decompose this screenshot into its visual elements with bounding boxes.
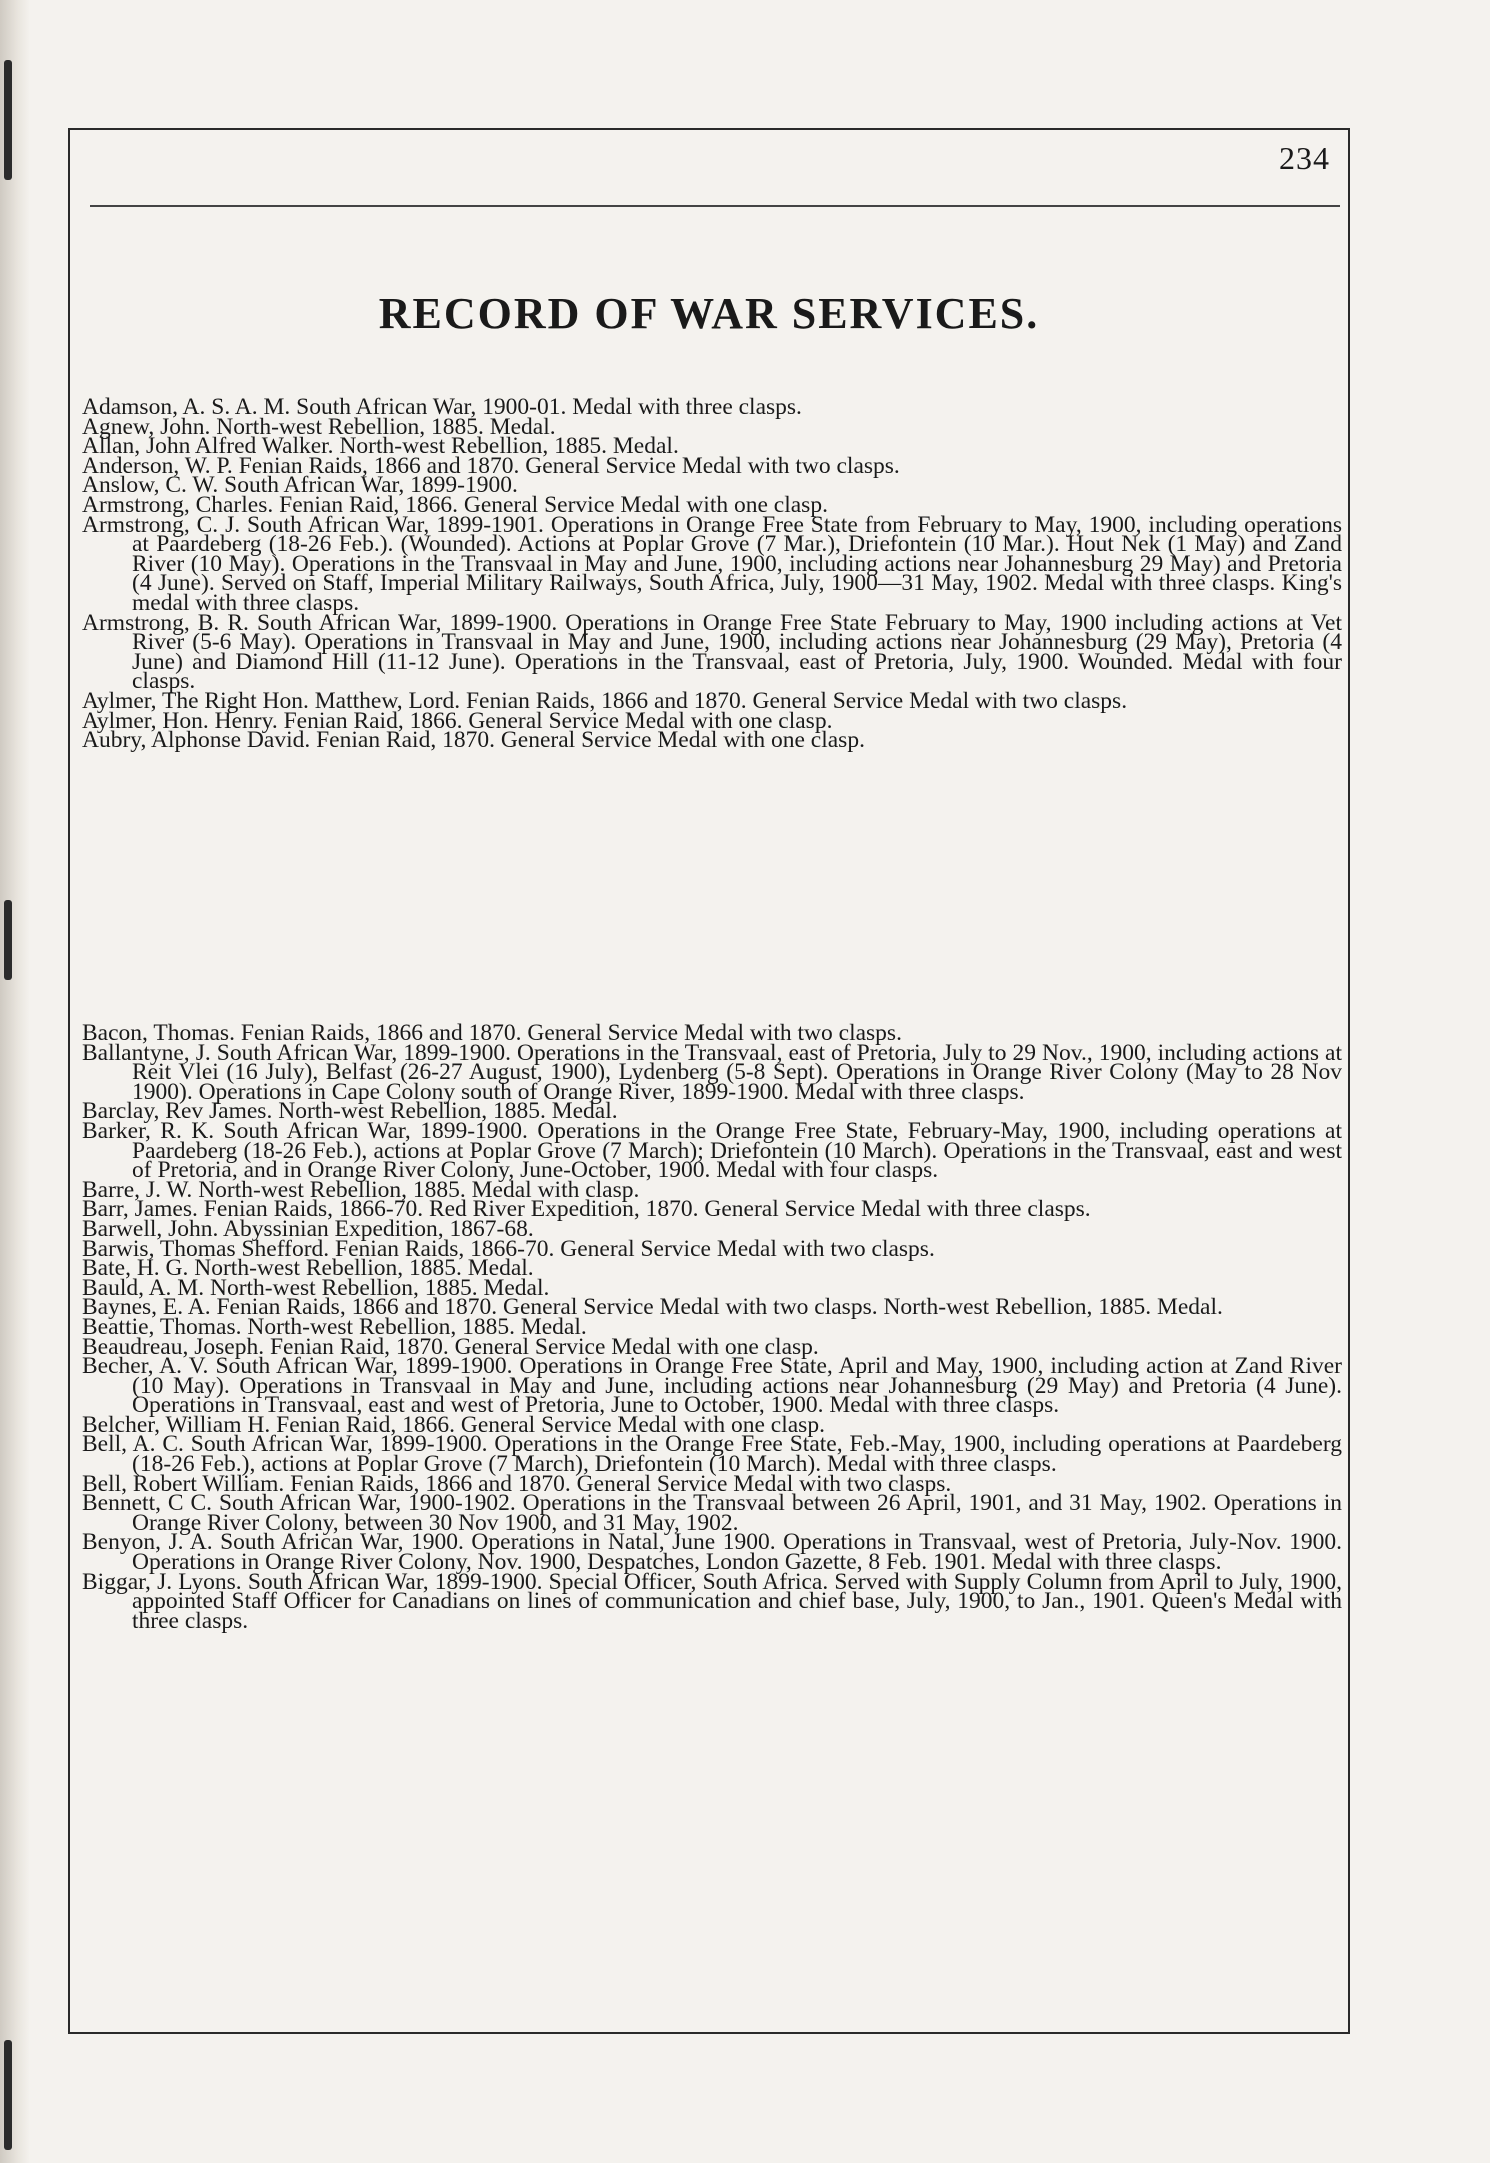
entry-name: Bell, A. C. bbox=[82, 1431, 184, 1458]
entry-text: Fenian Raids, 1866 and 1870. General Service Medal with two clasps. bbox=[234, 1020, 902, 1046]
entry-name: Anderson, W. P. bbox=[82, 452, 233, 479]
entry-text: Abyssinian Expedition, 1867-68. bbox=[218, 1215, 534, 1242]
binding-mark bbox=[4, 60, 12, 180]
entry-text: South African War, 1900. Operations in Natal, June 1900. Operations in Transvaal, west of Pretoria, July-Nov. 1900. Operations in Orange River Colony, Nov. 1900, Despatches, London Gazette, 8 Feb. 1901. Medal with three clasps. bbox=[132, 1529, 1342, 1576]
entry-name: Aylmer, The Right Hon. Matthew, Lord. bbox=[82, 687, 461, 714]
entry-name: Barr, James. bbox=[82, 1196, 198, 1223]
entry-name: Barre, J. W. bbox=[82, 1176, 193, 1203]
entry-text: South African War, 1900-1902. Operations in the Transvaal between 26 April, 1901, and 31 May, 1902. Operations in Orange River Colony, between 30 Nov 1900, and 31 May, 1902. bbox=[132, 1490, 1342, 1536]
page-title: RECORD OF WAR SERVICES. bbox=[378, 289, 1040, 338]
entry-name: Armstrong, C. J. bbox=[82, 511, 241, 538]
entry-name: Bauld, A. M. bbox=[82, 1274, 205, 1301]
entry bbox=[82, 511, 1342, 616]
entry-name: Benyon, J. A. bbox=[82, 1529, 213, 1556]
page-number: 234 bbox=[1279, 140, 1330, 176]
entry-text: Fenian Raid, 1870. General Service Medal with one clasp. bbox=[264, 1333, 819, 1360]
entry-text: Fenian Raids, 1866 and 1870. General Service Medal with two clasps. bbox=[284, 1470, 952, 1497]
entry-name: Bacon, Thomas. bbox=[82, 1020, 235, 1046]
entry-name: Barwis, Thomas Shefford. bbox=[82, 1235, 330, 1262]
entry bbox=[82, 1529, 1342, 1576]
entry-text: South African War, 1899-1901. Operations in Orange Free State from February to May, 1900, including operations at Paardeberg (18-26 Feb.). (Wounded). Actions at Poplar Grove (7 Mar.), Driefontein (10 Mar.). Hout Nek (1 May) and Zand River (10 May). Operations in the Transvaal in May and June, 1900, including actions near Johannesburg 29 May) and Pretoria (4 June). Served on Staff, Imperial Military Railways, South Africa, July, 1900—31 May, 1902. Medal with three clasps. King's medal with three clasps. bbox=[132, 511, 1342, 616]
entry-text: North-west Rebellion, 1885. Medal. bbox=[333, 433, 679, 460]
entry bbox=[82, 1490, 1342, 1536]
entry-text: Fenian Raids, 1866-70. General Service Medal with two clasps. bbox=[329, 1235, 935, 1262]
entry bbox=[82, 1568, 1342, 1634]
entry-text: South African War, 1899-1900. Operations in Orange Free State February to May, 1900 including actions at Vet River (5-6 May). Operations in Transvaal in May and June, 1900, including actions near Johannesburg (29 May), Pretoria (4 June) and Diamond Hill (11-12 June). Operations in the Transvaal, east of Pretoria, July, 1900. Wounded. Medal with four clasps. bbox=[132, 609, 1342, 695]
entry-name: Barclay, Rev James. bbox=[82, 1098, 273, 1125]
entry-text: South African War, 1900-01. Medal with three clasps. bbox=[290, 394, 802, 420]
entry-name: Barker, R. K. bbox=[82, 1117, 215, 1144]
binding-mark bbox=[4, 900, 12, 980]
entry-text: North-west Rebellion, 1885. Medal. bbox=[272, 1098, 618, 1125]
entry-text: South African War, 1899-1900. bbox=[218, 472, 518, 499]
entry-text: South African War, 1899-1900. Operations in the Orange Free State, February-May, 1900, including operations at Paardeberg (18-26 Feb.), actions at Poplar Grove (7 March); Driefontein (10 March). Operations in the Transvaal, east and west of Pretoria, and in Orange River Colony, June-October, 1900. Medal with four clasps. bbox=[132, 1117, 1342, 1184]
entry-text: North-west Rebellion, 1885. Medal. bbox=[210, 413, 556, 440]
entry-list-b bbox=[82, 1020, 1342, 1634]
entry-name: Aylmer, Hon. Henry. bbox=[82, 707, 278, 734]
entry-text: Fenian Raids, 1866 and 1870. General Service Medal with two clasps. bbox=[232, 452, 900, 479]
entry bbox=[82, 727, 1342, 754]
entry-name: Beattie, Thomas. bbox=[82, 1313, 242, 1340]
entry-name: Belcher, William H. bbox=[82, 1411, 271, 1438]
entry bbox=[82, 1353, 1342, 1419]
entry-list-a bbox=[82, 394, 1342, 754]
entry-name: Bate, H. G. bbox=[82, 1255, 189, 1282]
entry-text: North-west Rebellion, 1885. Medal with clasp. bbox=[192, 1176, 640, 1203]
entry-name: Allan, John Alfred Walker. bbox=[82, 433, 334, 460]
binding-mark bbox=[4, 2040, 12, 2150]
entry bbox=[82, 1117, 1342, 1184]
entry-text: South African War, 1899-1900. Operations in the Transvaal, east of Pretoria, July to 29 Nov., 1900, including actions at Reit Vlei (16 July), Belfast (26-27 August, 1900), Lydenberg (5-8 Sept). Operations in Orange River Colony (May to 28 Nov 1900). Operations in Cape Colony south of Orange River, 1899-1900. Medal with three clasps. bbox=[132, 1039, 1342, 1105]
entry-text: North-west Rebellion, 1885. Medal. bbox=[204, 1274, 550, 1301]
entry bbox=[82, 609, 1342, 695]
entry-name: Barwell, John. bbox=[82, 1215, 219, 1242]
binding-edge bbox=[0, 0, 30, 2163]
entry-name: Anslow, C. W. bbox=[82, 472, 219, 499]
entry-text: North-west Rebellion, 1885. Medal. bbox=[188, 1255, 534, 1282]
entry-name: Aubry, Alphonse David. bbox=[82, 727, 311, 754]
entry-name: Adamson, A. S. A. M. bbox=[82, 394, 291, 420]
entry-text: North-west Rebellion, 1885. Medal. bbox=[241, 1313, 587, 1340]
entry-text: Fenian Raids, 1866-70. Red River Expedition, 1870. General Service Medal with three clasps. bbox=[197, 1196, 1091, 1223]
entry-name: Ballantyne, J. bbox=[82, 1039, 211, 1066]
entry-text: Fenian Raid, 1866. General Service Medal with one clasp. bbox=[270, 1411, 825, 1438]
entry-text: South African War, 1899-1900. Operations in Orange Free State, April and May, 1900, including action at Zand River (10 May). Operations in Transvaal in May and June, including actions near Johannesburg (29 May) and Pretoria (4 June). Operations in Transvaal, east and west of Pretoria, June to October, 1900. Medal with three clasps. bbox=[132, 1353, 1342, 1419]
entry-text: South African War, 1899-1900. Operations in the Orange Free State, Feb.-May, 1900, including operations at Paardeberg (18-26 Feb.), actions at Poplar Grove (7 March), Driefontein (10 March). Medal with three clasps. bbox=[132, 1431, 1342, 1478]
entry-text: Fenian Raids, 1866 and 1870. General Service Medal with two clasps. bbox=[460, 687, 1128, 714]
entry-name: Baynes, E. A. bbox=[82, 1294, 211, 1321]
bottom-rule bbox=[68, 2032, 1350, 2034]
entry bbox=[82, 1431, 1342, 1478]
entry-name: Biggar, J. Lyons. bbox=[82, 1568, 242, 1595]
header-rule bbox=[90, 205, 1340, 207]
entry-text: Fenian Raids, 1866 and 1870. General Service Medal with two clasps. North-west Rebellion, 1885. Medal. bbox=[210, 1294, 1223, 1321]
entry-name: Beaudreau, Joseph. bbox=[82, 1333, 265, 1360]
entry-text: South African War, 1899-1900. Special Officer, South Africa. Served with Supply Column from April to July, 1900, appointed Staff Officer for Canadians on lines of communication and chief base, July, 1900, to Jan., 1901. Queen's Medal with three clasps. bbox=[132, 1568, 1342, 1634]
entry-text: Fenian Raid, 1870. General Service Medal with one clasp. bbox=[310, 727, 865, 754]
entry-name: Armstrong, Charles. bbox=[82, 491, 274, 518]
entry-name: Bennett, C C. bbox=[82, 1490, 213, 1517]
entry-text: Fenian Raid, 1866. General Service Medal with one clasp. bbox=[273, 491, 828, 518]
entry-name: Agnew, John. bbox=[82, 413, 211, 440]
entry-text: Fenian Raid, 1866. General Service Medal with one clasp. bbox=[277, 707, 833, 734]
entry bbox=[82, 1039, 1342, 1105]
entry-name: Bell, Robert William. bbox=[82, 1470, 285, 1497]
entry-name: Becher, A. V. bbox=[82, 1353, 209, 1380]
entry-name: Armstrong, B. R. bbox=[82, 609, 249, 636]
top-rule bbox=[68, 128, 1350, 130]
